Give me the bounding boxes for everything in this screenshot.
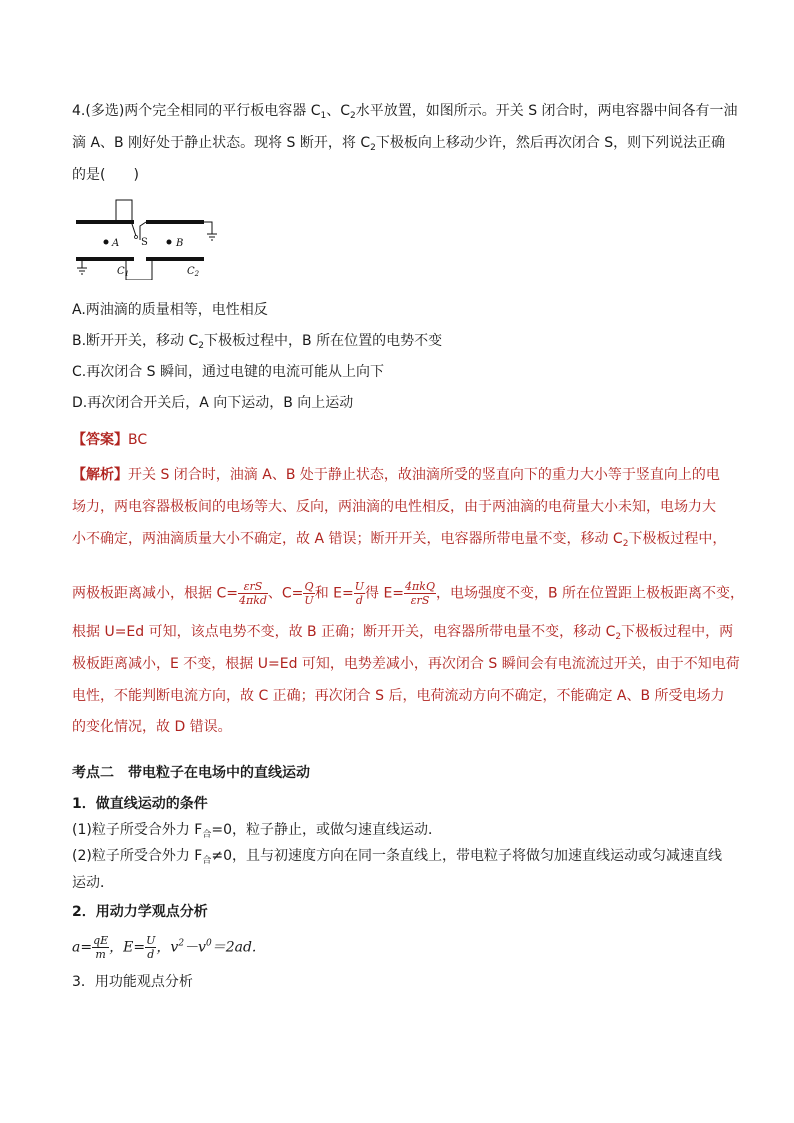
question-line-1: 4.(多选)两个完全相同的平行板电容器 $C_1$、$C_2$水平放置，如图所示。开关 S 闭合时，两电容器中间各有一油 <box>72 103 738 121</box>
lower-plates-wire <box>126 259 152 280</box>
section-heading-2: 2．用动力学观点分析 <box>72 904 208 920</box>
formula-q-over-u: $\frac{Q}{U}$ <box>304 580 314 607</box>
label-a: A <box>112 238 120 249</box>
capacitor-circuit-diagram <box>74 196 222 280</box>
label-b: B <box>176 238 184 249</box>
switch-upper-wire <box>116 200 136 236</box>
section-paragraph-1: (1)粒子所受合外力 $F_合=0$，粒子静止，或做匀速直线运动． <box>72 822 442 840</box>
answer-value: BC <box>128 432 148 448</box>
analysis-line-8: 的变化情况，故 D 错误。 <box>72 719 232 735</box>
oil-drop-a <box>104 240 109 245</box>
analysis-line-5: 根据 U=Ed 可知，该点电势不变，故 B 正确；断开开关，电容器所带电量不变，移动 $C_2$下极板过程中，两 <box>72 624 734 642</box>
analysis-line-3: 小不确定，两油滴质量大小不确定，故 A 错误；断开开关，电容器所带电量不变，移动 $C_2$下极板过程中， <box>72 531 727 549</box>
formula-u-over-d: $\frac{U}{d}$ <box>354 580 365 607</box>
kinematics-equations: a= $\frac{qE}{m}$ ，E= $\frac{U}{d}$ ，$v^2-v^0=2ad$. <box>72 934 257 961</box>
formula-capacitance: $\frac{\text{εrS}}{\text{4πkd}}$ <box>238 580 267 607</box>
answer-tag: 【答案】 <box>72 432 128 448</box>
analysis-line-1: 【解析】开关 S 闭合时，油滴 A、B 处于静止状态，故油滴所受的竖直向下的重力大小等于竖直向上的电 <box>72 467 720 483</box>
formula-field: $\frac{\text{4πkQ}}{\text{εrS}}$ <box>405 580 435 607</box>
option-d: D.再次闭合开关后，A 向下运动，B 向上运动 <box>72 395 354 411</box>
option-b: B.断开开关，移动 $C_2$下极板过程中，B 所在位置的电势不变 <box>72 333 443 351</box>
label-c1: $C_1$ <box>117 266 130 278</box>
section-title: 考点二 带电粒子在电场中的直线运动 <box>72 765 310 781</box>
option-c: C.再次闭合 S 瞬间，通过电键的电流可能从上向下 <box>72 364 385 380</box>
section-heading-1: 1．做直线运动的条件 <box>72 796 208 812</box>
option-a: A.两油滴的质量相等，电性相反 <box>72 302 268 318</box>
analysis-line-6: 极板距离减小，E 不变，根据 U=Ed 可知，电势差减小，再次闭合 S 瞬间会有电流流过开关，由于不知电荷 <box>72 656 740 672</box>
answer-line <box>72 430 147 450</box>
section-heading-3: 3．用功能观点分析 <box>72 974 193 990</box>
label-s: S <box>141 237 148 248</box>
question-line-2: 滴 A、B 刚好处于静止状态。现将 S 断开，将 $C_2$下极板向上移动少许，然后再次闭合 S，则下列说法正确 <box>72 135 726 153</box>
section-paragraph-2: (2)粒子所受合外力 $F_合\ne 0$，且与初速度方向在同一条直线上，带电粒子将做匀加速直线运动或匀减速直线 <box>72 848 722 866</box>
analysis-line-2: 场力，两电容器极板间的电场等大、反向，两油滴的电性相反，由于两油滴的电荷量大小未知，电场力大 <box>72 499 716 515</box>
question-line-3: 的是( ) <box>72 167 139 183</box>
analysis-line-7: 电性，不能判断电流方向，故 C 正确；再次闭合 S 后，电荷流动方向不确定，不能确定 A、B 所受电场力 <box>72 688 725 704</box>
analysis-line-4: 两极板距离减小，根据 C= $\frac{\text{εrS}}{\text{4πkd}}$ 、C= $\frac{Q}{U}$ 和 E= $\frac{U}{d}$ 得 E= $\frac{\text{4πkQ}}{\text{εrS}}$ ，电场强度不变，B 所在位置距上极板距离不变， <box>72 580 745 607</box>
oil-drop-b <box>167 240 172 245</box>
section-paragraph-2-cont: 运动． <box>72 875 114 891</box>
analysis-tag: 【解析】 <box>72 467 128 483</box>
label-c2: $C_2$ <box>187 266 200 278</box>
